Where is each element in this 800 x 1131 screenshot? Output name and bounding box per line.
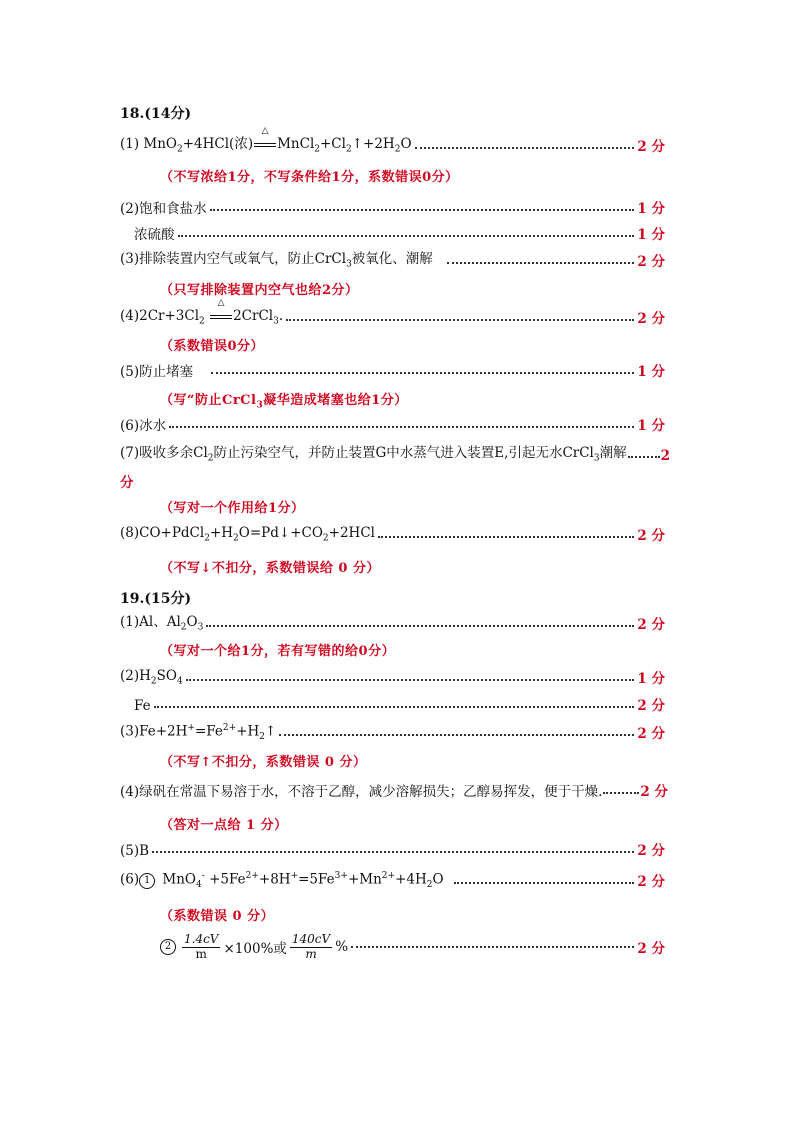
q18-note-8: （不写↓不扣分，系数错误给 0 分） [160,561,380,576]
circled-number: 2 [160,939,176,955]
score: 1 分 [637,364,665,380]
q18-note-4: （系数错误0分） [160,339,265,354]
dot-leader [286,319,634,321]
dot-leader [447,262,635,264]
q19-answer-2b: Fe 2 分 [134,690,665,714]
q18-answer-2: (2)饱和食盐水 1 分 [120,193,665,217]
circled-number: 1 [139,873,155,889]
q19-answer-5: (5)B 2 分 [120,835,665,859]
score: 2 分 [637,874,665,890]
dot-leader [603,792,639,794]
q18-answer-4: $(4)2Cr+3Cl_2$ △ 2CrCl$_3$. 2 分 [120,298,665,327]
q18-answer-7-continued: 分 [120,475,134,491]
dot-leader [454,882,635,884]
q19-answer-1: (1)Al、$Al_2O_3$ 2 分 [120,614,665,633]
score: 2 分 [637,617,665,633]
dot-leader [378,536,634,538]
q19-note-6: （系数错误 0 分） [160,909,275,924]
score: 2 分 [637,941,665,957]
q18-note-3: （只写排除装置内空气也给2分） [160,283,359,298]
score: 2 分 [640,784,668,800]
q18-note-5: （写“防止CrCl$_3$凝华造成堵塞也给1分） [160,393,408,411]
score: 2 分 [637,139,665,155]
q19-answer-6: (6) 1 $MnO_4^- +5Fe^{2+}+8H^+=5Fe^{3+}+Mn^{2+}+4H_2O$ 2 分 [120,870,665,890]
dot-leader [415,147,635,149]
score: 2 分 [637,843,665,859]
score: 1 分 [637,418,665,434]
q18-answer-6: (6)冰水 1 分 [120,410,665,434]
q19-heading: 19.(15分) [120,591,192,607]
score: 2 分 [637,726,665,742]
score: 1 分 [637,671,665,687]
dot-leader [206,625,634,627]
q18-answer-1 [120,126,665,155]
q18-note-1: （不写浓给1分，不写条件给1分，系数错误0分） [160,170,459,185]
q18-answer-5: (5)防止堵塞 1 分 [120,356,665,380]
q19-answer-2: $(2)H_2SO_4$ 1 分 [120,668,665,687]
q19-note-3: （不写↑不扣分，系数错误 0 分） [160,755,367,770]
score: 2 分 [637,698,665,714]
dot-leader [186,679,635,681]
q18-answer-7: (7)吸收多余$Cl_2$防止污染空气，并防止装置G中水蒸气进入装置E,引起无水CrCl$_3$潮解 2 [120,445,670,464]
heat-condition: △ [254,136,276,152]
score: 2 分 [637,528,665,544]
q19-answer-3: $(3)Fe+2H^+=Fe^{2+}+H_2↑$ 2 分 [120,722,665,742]
dot-leader [210,209,635,211]
score: 1 分 [637,227,665,243]
q18-note-7: （写对一个作用给1分） [160,501,305,516]
dot-leader [178,235,635,237]
dot-leader [154,706,635,708]
q18-answer-8: $(8)CO+PdCl_2+H_2O=Pd↓+CO_2+2HCl$ 2 分 [120,525,665,544]
score: 2 分 [637,311,665,327]
score: 1 分 [637,201,665,217]
dot-leader [351,946,634,948]
fraction: $\frac{140cV}{m}$ [291,931,331,961]
heat-condition: △ [210,308,232,324]
fraction: $\frac{1.4cV}{m}$ [184,931,219,961]
q18-answer-3: (3)排除装置内空气或氧气，防止CrCl$_3$被氧化、潮解 2 分 [120,251,665,270]
q19-note-1: （写对一个给1分，若有写错的给0分） [160,644,396,659]
q19-answer-7: 2 $\frac{1.4cV}{m}$ ×100%或 $\frac{140cV}{m}$ % 2 分 [160,930,665,964]
equation-text: (1) MnO$_2$+4HCl(浓) △ $MnCl_2+Cl_2↑+2H_2O$ [120,126,412,155]
dot-leader [152,851,634,853]
score: 2 分 [637,254,665,270]
dot-leader [628,456,660,458]
dot-leader [169,426,634,428]
q18-answer-2b: 浓硫酸 1 分 [134,219,665,243]
dot-leader [279,734,634,736]
q18-heading: 18.(14分) [120,106,192,122]
q19-note-4: （答对一点给 1 分） [160,818,288,833]
dot-leader [211,372,634,374]
score: 2 [660,448,670,464]
q19-answer-4: (4)绿矾在常温下易溶于水，不溶于乙醇，减少溶解损失；乙醇易挥发，便于干燥. 2 分 [120,776,668,800]
